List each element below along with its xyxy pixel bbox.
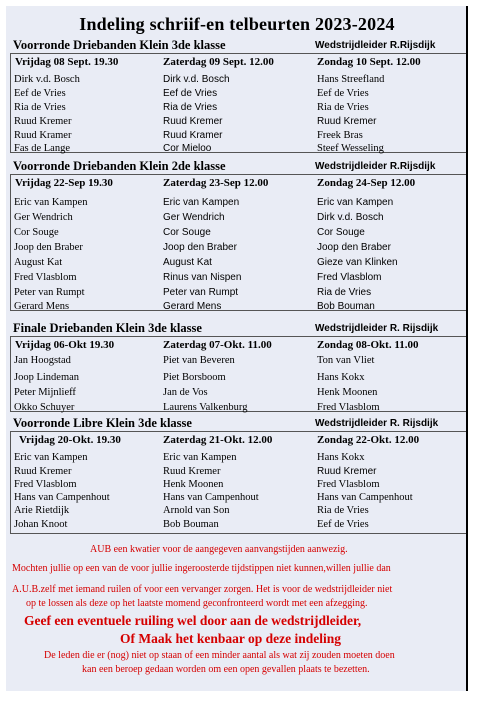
- section-title: Voorronde Libre Klein 3de klasse: [13, 416, 192, 430]
- player-name: Hans Kokx: [317, 372, 365, 383]
- page-title: Indeling schriif-en telbeurten 2023-2024: [79, 14, 395, 34]
- player-name: Ger Wendrich: [14, 212, 73, 223]
- player-name: Bob Bouman: [163, 519, 219, 530]
- player-name: Joop Lindeman: [14, 372, 80, 383]
- player-name: Freek Bras: [317, 130, 363, 141]
- schedule-box: [10, 431, 468, 534]
- player-name: Laurens Valkenburg: [163, 402, 248, 413]
- player-name: Piet van Beveren: [163, 355, 235, 366]
- note-line: De leden die er (nog) niet op staan of een minder aantal als wat zij zouden moeten doen: [44, 650, 395, 661]
- player-name: Ruud Kramer: [14, 130, 72, 141]
- player-name: Ria de Vries: [163, 102, 218, 113]
- player-name: Fred Vlasblom: [317, 479, 380, 490]
- note-line: A.U.B.zelf met iemand ruilen of voor een vervanger zorgen. Het is voor de wedstrijdleider niet: [12, 584, 393, 595]
- day-heading: Zondag 10 Sept. 12.00: [317, 56, 421, 68]
- player-name: Cor Mieloo: [163, 143, 212, 154]
- player-name: Eric van Kampen: [163, 452, 237, 463]
- section-title: Finale Driebanden Klein 3de klasse: [13, 321, 202, 335]
- day-heading: Vrijdag 06-Okt 19.30: [15, 339, 115, 351]
- player-name: Hans van Campenhout: [163, 492, 259, 503]
- player-name: Fred Vlasblom: [317, 272, 382, 283]
- section-leader: Wedstrijdleider R.Rijsdijk: [315, 161, 436, 172]
- schedule-box: [10, 336, 468, 412]
- player-name: Ruud Kramer: [163, 130, 223, 141]
- day-heading: Zondag 22-Okt. 12.00: [317, 434, 420, 446]
- player-name: Fred Vlasblom: [14, 479, 77, 490]
- day-heading: Vrijdag 20-Okt. 19.30: [19, 434, 121, 446]
- day-heading: Zondag 24-Sep 12.00: [317, 177, 416, 189]
- player-name: Eef de Vries: [163, 88, 218, 99]
- player-name: Rinus van Nispen: [163, 272, 242, 283]
- player-name: Gerard Mens: [163, 301, 222, 312]
- player-name: Ruud Kremer: [317, 466, 377, 477]
- player-name: Joop den Braber: [14, 242, 83, 253]
- player-name: August Kat: [14, 257, 63, 268]
- player-name: Arie Rietdijk: [14, 505, 70, 516]
- player-name: Ruud Kremer: [14, 116, 72, 127]
- section-driebanden-3de-finale: [10, 321, 468, 413]
- player-name: Dirk v.d. Bosch: [317, 212, 384, 223]
- player-name: Cor Souge: [317, 227, 365, 238]
- note-emphasis: Of Maak het kenbaar op deze indeling: [120, 631, 342, 646]
- player-name: Eef de Vries: [14, 88, 66, 99]
- player-name: Ruud Kremer: [14, 466, 72, 477]
- day-heading: Zaterdag 07-Okt. 11.00: [163, 339, 272, 351]
- player-name: Ruud Kremer: [163, 466, 221, 477]
- player-name: Hans Kokx: [317, 452, 365, 463]
- day-heading: Vrijdag 22-Sep 19.30: [15, 177, 113, 189]
- section-title: Voorronde Driebanden Klein 2de klasse: [13, 159, 226, 173]
- section-libre-3de-voorronde: [10, 416, 468, 532]
- player-name: Arnold van Son: [163, 505, 230, 516]
- player-name: Joop den Braber: [317, 242, 391, 253]
- right-border-line: [466, 6, 468, 691]
- player-name: August Kat: [163, 257, 212, 268]
- player-name: Ger Wendrich: [163, 212, 225, 223]
- player-name: Henk Moonen: [317, 387, 378, 398]
- schedule-box: [10, 53, 468, 153]
- player-name: Ruud Kremer: [163, 116, 223, 127]
- player-name: Eef de Vries: [317, 519, 369, 530]
- player-name: Ria de Vries: [317, 505, 369, 516]
- section-leader: Wedstrijdleider R. Rijsdijk: [315, 323, 439, 334]
- player-name: Ria de Vries: [317, 102, 369, 113]
- player-name: Johan Knoot: [14, 519, 68, 530]
- player-name: Dirk v.d. Bosch: [14, 74, 80, 85]
- day-heading: Vrijdag 08 Sept. 19.30: [15, 56, 119, 68]
- note-line: AUB een kwatier voor de aangegeven aanvangstijden aanwezig.: [90, 544, 348, 555]
- player-name: Okko Schuyer: [14, 402, 75, 413]
- player-name: Hans Streefland: [317, 74, 385, 85]
- player-name: Henk Moonen: [163, 479, 224, 490]
- player-name: Peter van Rumpt: [163, 287, 239, 298]
- day-heading: Zondag 08-Okt. 11.00: [317, 339, 419, 351]
- schedule-box: [10, 174, 468, 311]
- player-name: Fred Vlasblom: [317, 402, 380, 413]
- player-name: Eric van Kampen: [14, 197, 88, 208]
- player-name: Hans van Campenhout: [317, 492, 413, 503]
- note-line: op te lossen als deze op het laatste momend geconfronteerd wordt met een afzegging.: [26, 598, 368, 609]
- player-name: Ria de Vries: [317, 287, 372, 298]
- player-name: Dirk v.d. Bosch: [163, 74, 230, 85]
- player-name: Gerard Mens: [14, 301, 70, 312]
- section-leader: Wedstrijdleider R.Rijsdijk: [315, 40, 436, 51]
- player-name: Cor Souge: [163, 227, 211, 238]
- section-title: Voorronde Driebanden Klein 3de klasse: [13, 38, 226, 52]
- player-name: Joop den Braber: [163, 242, 237, 253]
- day-heading: Zaterdag 23-Sep 12.00: [163, 177, 269, 189]
- player-name: Bob Bouman: [317, 301, 375, 312]
- player-name: Cor Souge: [14, 227, 59, 238]
- player-name: Piet Borsboom: [163, 372, 226, 383]
- note-emphasis: Geef een eventuele ruiling wel door aan de wedstrijdleider,: [24, 613, 362, 628]
- player-name: Peter van Rumpt: [14, 287, 85, 298]
- section-driebanden-2de-voorronde: [10, 159, 468, 312]
- day-heading: Zaterdag 21-Okt. 12.00: [163, 434, 273, 446]
- player-name: Hans van Campenhout: [14, 492, 110, 503]
- player-name: Fas de Lange: [14, 143, 70, 154]
- player-name: Ton van Vliet: [317, 355, 375, 366]
- player-name: Fred Vlasblom: [14, 272, 77, 283]
- player-name: Ria de Vries: [14, 102, 66, 113]
- player-name: Eric van Kampen: [14, 452, 88, 463]
- player-name: Jan Hoogstad: [14, 355, 71, 366]
- player-name: Gieze van Klinken: [317, 257, 398, 268]
- player-name: Jan de Vos: [163, 387, 208, 398]
- player-name: Eric van Kampen: [317, 197, 394, 208]
- player-name: Eric van Kampen: [163, 197, 240, 208]
- player-name: Peter Mijnlieff: [14, 387, 76, 398]
- player-name: Steef Wesseling: [317, 143, 384, 154]
- section-driebanden-3de-voorronde: [10, 38, 468, 154]
- player-name: Ruud Kremer: [317, 116, 377, 127]
- player-name: Eef de Vries: [317, 88, 369, 99]
- section-leader: Wedstrijdleider R. Rijsdijk: [315, 418, 439, 429]
- note-line: Mochten jullie op een van de voor jullie ingeroosterde tijdstippen niet kunnen,willen jullie dan: [12, 563, 391, 574]
- note-line: kan een beroep gedaan worden om een open gevallen plaats te bezetten.: [82, 664, 370, 675]
- day-heading: Zaterdag 09 Sept. 12.00: [163, 56, 274, 68]
